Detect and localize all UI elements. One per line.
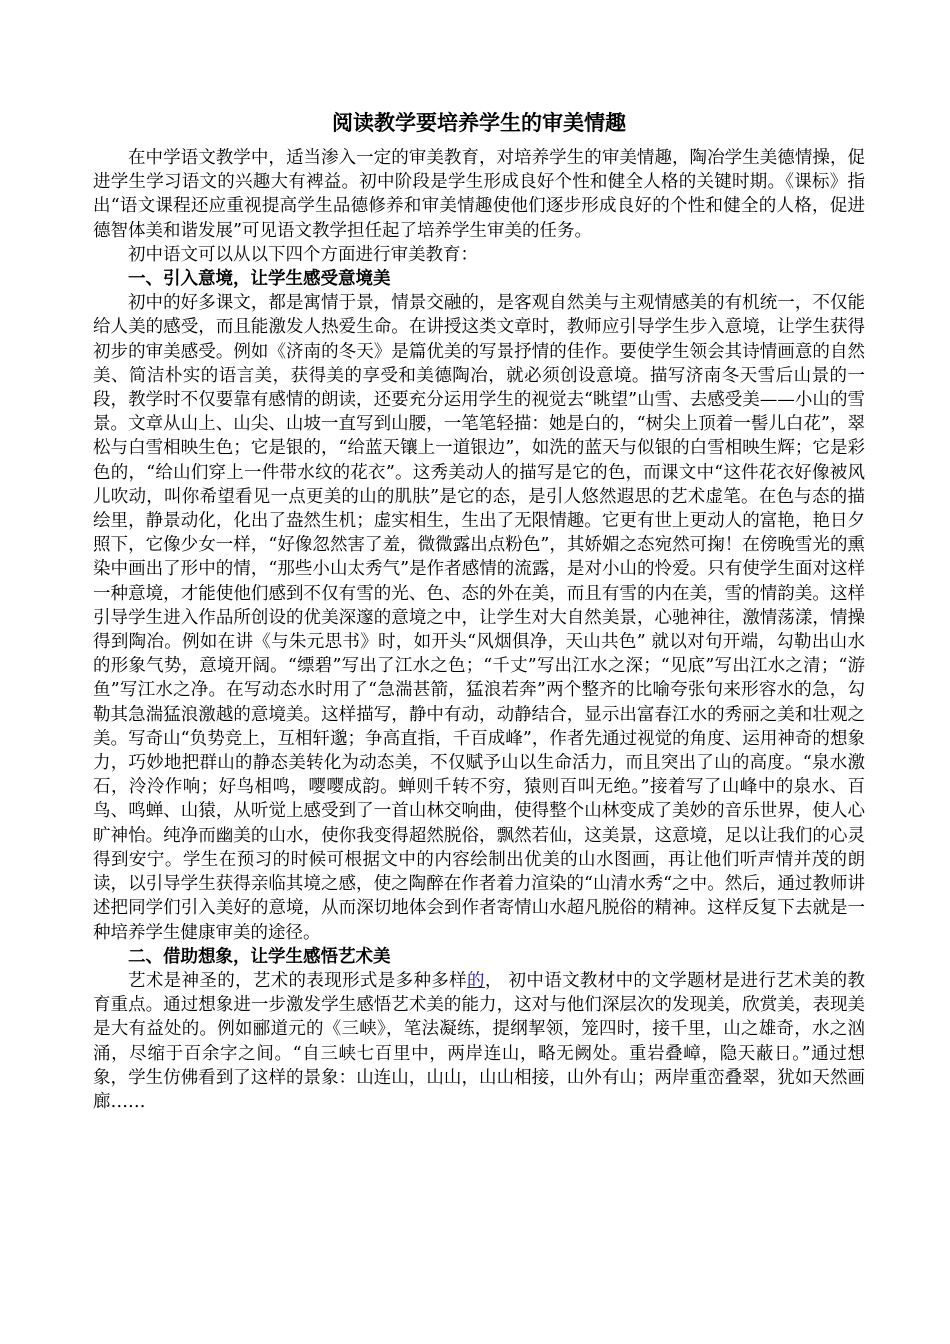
paragraph-section-2 bbox=[93, 969, 865, 1114]
paragraph-text-start: 艺术是神圣的，艺术的表现形式是多种多样 bbox=[128, 970, 467, 991]
section-heading-2: 二、借助想象，让学生感悟艺术美 bbox=[128, 946, 391, 967]
document-page bbox=[93, 108, 865, 1114]
paragraph-intro: 在中学语文教学中，适当渗入一定的审美教育，对培养学生的审美情趣，陶冶学生美德情操，促进学生学习语文的兴趣大有裨益。初中阶段是学生形成良好个性和健全人格的关键时期。《课标》指出“语文课程还应重视提高学生品德修养和审美情趣使他们逐步形成良好的个性和健全的人格，促进德智体美和谐发展”可见语文教学担任起了培养学生审美的任务。 bbox=[93, 148, 865, 241]
document-title: 阅读教学要培养学生的审美情趣 bbox=[332, 111, 626, 135]
paragraph-section-1: 初中的好多课文，都是寓情于景，情景交融的，是客观自然美与主观情感美的有机统一，不仅能给人美的感受，而且能激发人热爱生命。在讲授这类文章时，教师应引导学生步入意境，让学生获得初步的审美感受。例如《济南的冬天》是篇优美的写景抒情的佳作。要使学生领会其诗情画意的自然美、简洁朴实的语言美，获得美的享受和美德陶冶，就必须创设意境。描写济南冬天雪后山景的一段，教学时不仅要靠有感情的朗读，还要充分运用学生的视觉去“眺望”山雪、去感受美——小山的雪景。文章从山上、山尖、山坡一直写到山腰，一笔笔轻描：她是白的，“树尖上顶着一髻儿白花”，翠松与白雪相映生色；它是银的，“给蓝天镶上一道银边”，如洗的蓝天与似银的白雪相映生辉；它是彩色的，“给山们穿上一件带水纹的花衣”。这秀美动人的描写是它的色，而课文中“这件花衣好像被风儿吹动，叫你希望看见一点更美的山的肌肤”是它的态，是引人悠然遐思的艺术虚笔。在色与态的描绘里，静景动化，化出了盎然生机；虚实相生，生出了无限情趣。它更有世上更动人的富艳，艳日夕照下，它像少女一样，“好像忽然害了羞，微微露出点粉色”，其娇媚之态宛然可掬！在傍晚雪光的熏染中画出了形中的情，“那些小山太秀气”是作者感情的流露，是对小山的怜爱。只有使学生面对这样一种意境，才能使他们感到不仅有雪的光、色、态的外在美，而且有雪的内在美，雪的情韵美。这样引导学生进入作品所创设的优美深邃的意境之中，让学生对大自然美景，心驰神往，激情荡漾，情操得到陶冶。例如在讲《与朱元思书》时，如开头“风烟俱净，天山共色” 就以对句开端，勾勒出山水的形象气势，意境开阔。“缥碧”写出了江水之色；“千丈”写出江水之深；“见底”写出江水之清；“游鱼”写江水之净。在写动态水时用了“急湍甚箭，猛浪若奔”两个整齐的比喻夸张句来形容水的急，勾勒其急湍猛浪激越的意境美。这样描写，静中有动，动静结合，显示出富春江水的秀丽之美和壮观之美。写奇山“负势竞上，互相轩邈；争高直指，千百成峰”，作者先通过视觉的角度、运用神奇的想象力，巧妙地把群山的静态美转化为动态美，不仅赋予山以生命活力，而且突出了山的高度。“泉水激石，泠泠作响；好鸟相鸣，嘤嘤成韵。蝉则千转不穷，猿则百叫无绝。”接着写了山峰中的泉水、百鸟、鸣蝉、山猿，从听觉上感受到了一首山林交响曲，使得整个山林变成了美妙的音乐世界，使人心旷神怡。纯净而幽美的山水，使你我变得超然脱俗，飘然若仙，这美景，这意境，足以让我们的心灵得到安宁。学生在预习的时候可根据文中的内容绘制出优美的山水图画，再让他们听声情并茂的朗读，以引导学生获得亲临其境之感，使之陶醉在作者着力渲染的“山清水秀“之中。然后，通过教师讲述把同学们引入美好的意境，从而深切地体会到作者寄情山水超凡脱俗的精神。这样反复下去就是一种培养学生健康审美的途径。 bbox=[93, 293, 865, 943]
paragraph-text-end: ， 初中语文教材中的文学题材是进行艺术美的教育重点。通过想象进一步激发学生感悟艺术美的能力，这对与他们深层次的发现美，欣赏美，表现美是大有益处的。例如郦道元的《三峡》，笔法凝练，提纲挈领，笼四时，接千里，山之雄奇，水之汹涌，尽缩于百余字之间。“自三峡七百里中，两岸连山，略无阙处。重岩叠嶂，隐天蔽日。”通过想象，学生仿佛看到了这样的景象：山连山，山山，山山相接，山外有山；两岸重峦叠翠，犹如天然画廊…… bbox=[93, 970, 866, 1112]
section-heading-1: 一、引入意境，让学生感受意境美 bbox=[128, 269, 391, 290]
inline-link[interactable]: 的 bbox=[466, 970, 485, 991]
paragraph-overview: 初中语文可以从以下四个方面进行审美教育： bbox=[128, 244, 478, 265]
